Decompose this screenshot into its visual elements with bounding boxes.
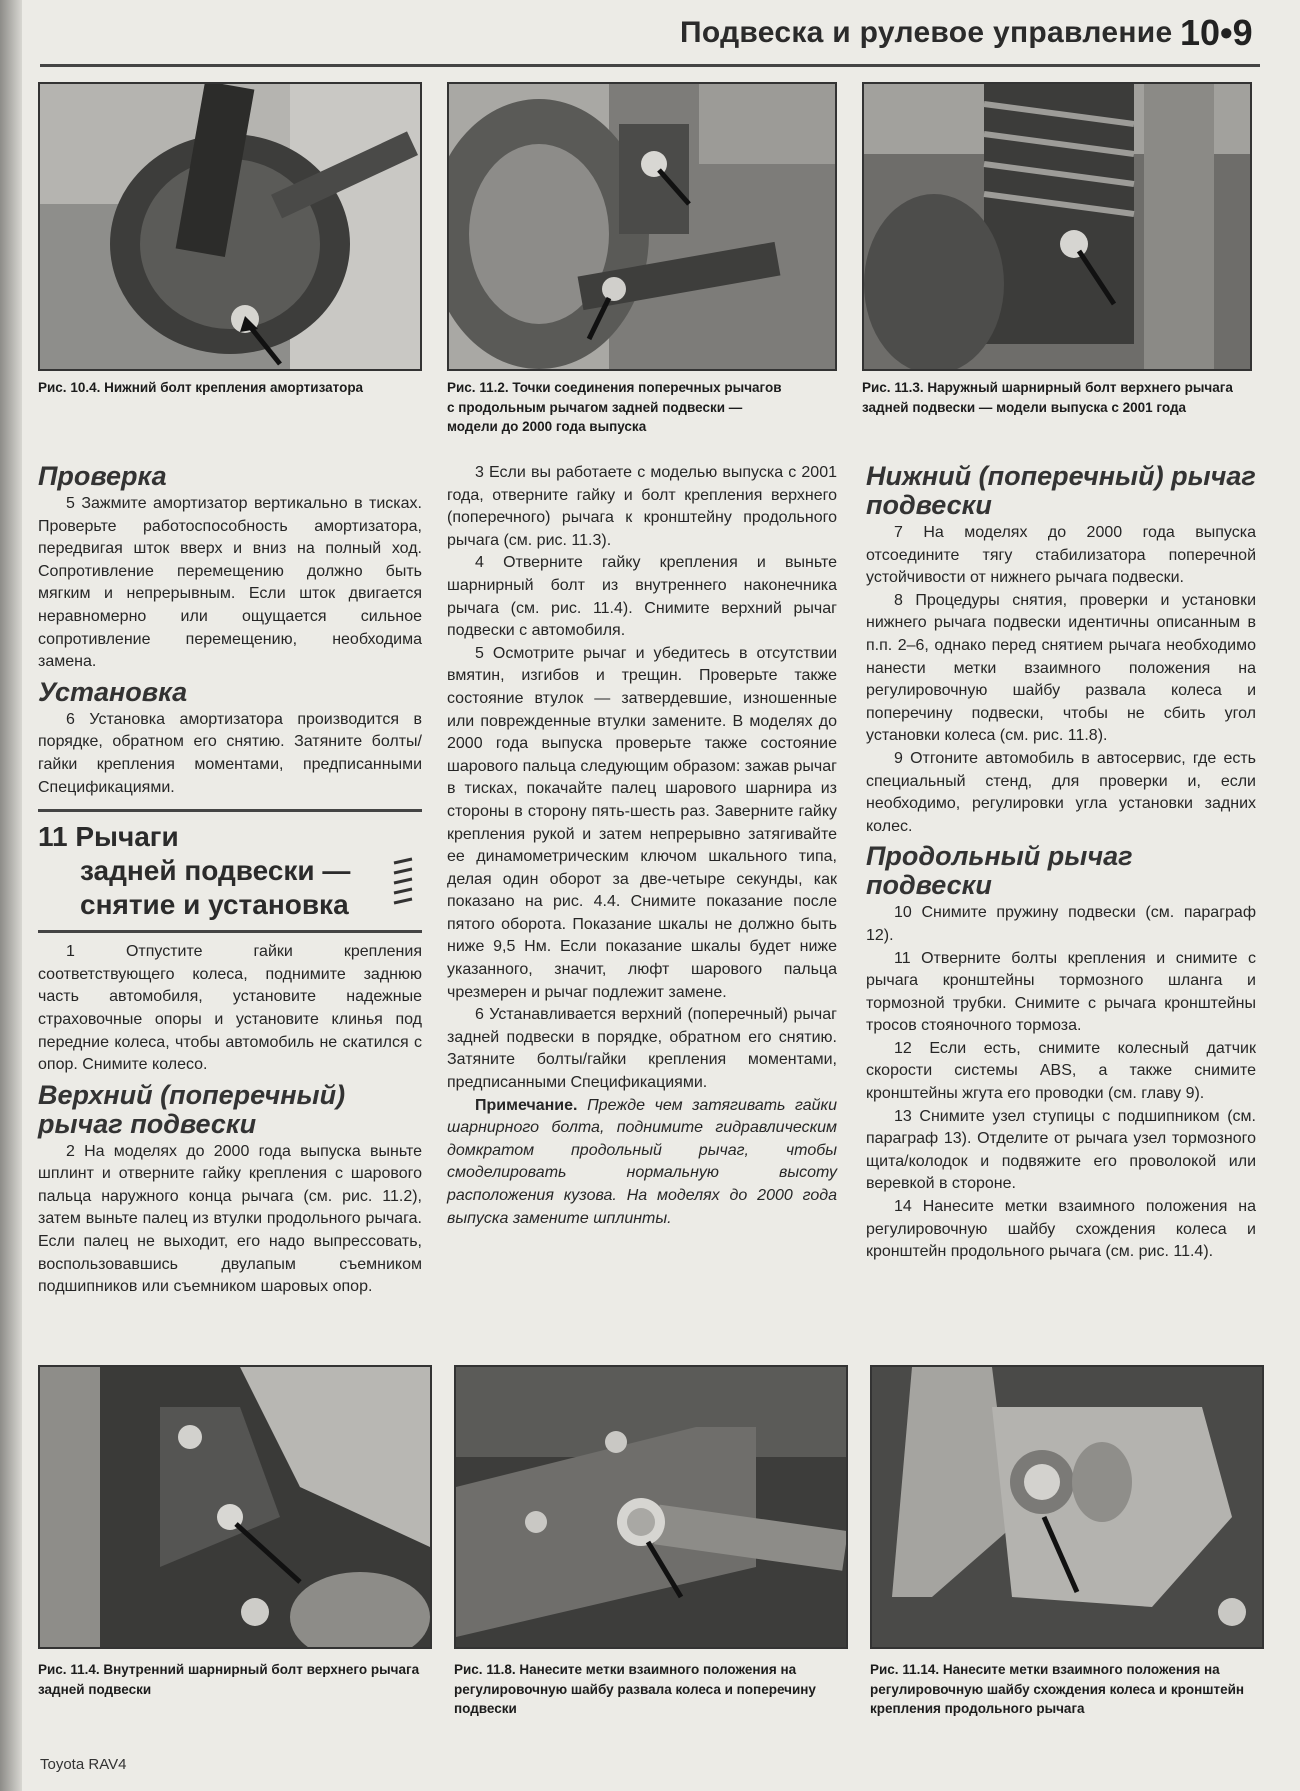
- page-header-title: Подвеска и рулевое управление: [680, 16, 1173, 49]
- photo-fig-11-8: [454, 1365, 848, 1649]
- page-number: 10•9: [1180, 12, 1253, 53]
- chapter-rule-bottom: [38, 930, 422, 933]
- paragraph-13: 13 Снимите узел ступицы с подшипником (см. параграф 13). Отделите от рычага узел тормозного щита/колодок и подвяжите его проволокой или веревкой в стороне.: [866, 1107, 1256, 1193]
- heading-lower-arm: Нижний (поперечный) рычаг подвески: [866, 461, 1256, 520]
- heading-check: Проверка: [38, 461, 167, 491]
- photo-fig-10-4: [38, 82, 422, 371]
- paragraph-6b: 6 Устанавливается верхний (поперечный) рычаг задней подвески в порядке, обратном его снятию. Затяните болты/гайки крепления моментами, предписанными Спецификациями.: [447, 1006, 837, 1092]
- photo-fig-11-3: [862, 82, 1252, 371]
- note: [447, 1095, 837, 1231]
- caption-fig-11-14: Рис. 11.14. Нанесите метки взаимного положения на регулировочную шайбу схождения колеса и кронштейн крепления продольного рычага: [870, 1662, 1245, 1717]
- paragraph-5: 5 Зажмите амортизатор вертикально в тисках. Проверьте работоспособность амортизатора, передвигая шток вверх и вниз на полный ход. Сопротивление перемещению должно быть мягким и непрерывным. Если шток двигается неравномерно или ощущается сильное сопротивление перемещению, необходима замена.: [38, 495, 422, 671]
- heading-install: Установка: [38, 676, 188, 707]
- paragraph-1: 1 Отпустите гайки крепления соответствующего колеса, поднимите заднюю часть автомобиля, установите надежные страховочные опоры и установите клинья под передние колеса, чтобы автомобиль не скатился с опор. Снимите колесо.: [38, 943, 422, 1074]
- photo-fig-11-14: [870, 1365, 1264, 1649]
- chapter-title-line-3: снятие и установка: [80, 889, 349, 921]
- paragraph-9: 9 Отгоните автомобиль в автосервис, где есть специальный стенд, для проверки и, если необходимо, регулировки угла установки задних колес.: [866, 749, 1256, 835]
- photo-fig-11-4: [38, 1365, 432, 1649]
- paragraph-8: 8 Процедуры снятия, проверки и установки нижнего рычага подвески идентичны описанным в п.п. 2–6, однако перед снятием рычага необходимо нанести метки взаимного положения на регулировочную шайбу развала колеса и поперечину подвески, чтобы не сбить угол установки колеса (см. рис. 11.8).: [866, 591, 1256, 745]
- paragraph-2: 2 На моделях до 2000 года выпуска выньте шплинт и отверните гайку крепления с шарового пальца наружного конца рычага (см. рис. 11.2), затем выньте палец из втулки продольного рычага. Если палец не выходит, его надо выпрессовать, воспользовавшись двулапым съемником подшипников или съемником шаровых опор.: [38, 1142, 422, 1296]
- header-rule: [40, 64, 1260, 67]
- page-binding-shadow: [0, 0, 22, 1791]
- chapter-heading: [38, 809, 422, 933]
- caption-fig-11-8: Рис. 11.8. Нанесите метки взаимного положения на регулировочную шайбу развала колеса и поперечину подвески: [454, 1662, 816, 1717]
- text-column-1: [38, 458, 422, 1299]
- photo-fig-11-2: [447, 82, 837, 371]
- paragraph-6: 6 Установка амортизатора производится в порядке, обратном его снятию. Затяните болты/гайки крепления моментами, предписанными Спецификациями.: [38, 710, 422, 796]
- caption-fig-10-4: Рис. 10.4. Нижний болт крепления амортизатора: [38, 380, 364, 395]
- chapter-rule-top: [38, 809, 422, 812]
- note-text: Прежде чем затягивать гайки шарнирного болта, поднимите гидравлическим домкратом продольный рычаг, чтобы смоделировать нормальную высоту расположения кузова. На моделях до 2000 года выпуска замените шплинты.: [447, 1096, 837, 1227]
- paragraph-12: 12 Если есть, снимите колесный датчик скорости системы ABS, а также снимите кронштейны жгута его проводки (см. главу 9).: [866, 1039, 1256, 1103]
- footer-book-title: Toyota RAV4: [40, 1756, 127, 1773]
- paragraph-5b: 5 Осмотрите рычаг и убедитесь в отсутствии вмятин, изгибов и трещин. Проверьте также состояние втулок — затвердевшие, изношенные или поврежденные втулки замените. В моделях до 2000 года выпуска проверьте также состояние шарового пальца следующим образом: зажав рычаг в тисках, покачайте палец шарового шарнира из стороны в сторону пять-шесть раз. Заверните гайку крепления рукой и затем непрерывно затягивайте ее динамометрическим ключом шкального типа, делая один оборот за две-четыре секунды, как показано на рис. 4.4. Снимите показание после пятого оборота. Показание шкалы не должно быть ниже 9,5 Нм. Если показание шкалы будет ниже указанного, значит, люфт шарового пальца чрезмерен и рычаг подлежит замене.: [447, 644, 837, 1001]
- chapter-title-line-1: 11 Рычаги: [38, 821, 179, 853]
- paragraph-11: 11 Отверните болты крепления и снимите с рычага кронштейны тормозного шланга и тормозной трубки. Снимите с рычага кронштейны тросов стояночного тормоза.: [866, 949, 1256, 1035]
- heading-upper-arm: Верхний (поперечный) рычаг подвески: [38, 1079, 346, 1139]
- difficulty-wrench-icon: [390, 857, 416, 911]
- note-label: Примечание.: [475, 1096, 578, 1114]
- chapter-title-line-2: задней подвески —: [80, 855, 351, 887]
- heading-trailing-arm: Продольный рычаг подвески: [866, 841, 1133, 901]
- paragraph-3: 3 Если вы работаете с моделью выпуска с 2001 года, отверните гайку и болт крепления верхнего (поперечного) рычага к кронштейну продольного рычага (см. рис. 11.3).: [447, 464, 837, 549]
- caption-fig-11-2: Рис. 11.2. Точки соединения поперечных рычагов с продольным рычагом задней подвески — модели до 2000 года выпуска: [447, 380, 782, 435]
- caption-fig-11-4: Рис. 11.4. Внутренний шарнирный болт верхнего рычага задней подвески: [38, 1662, 420, 1697]
- paragraph-10: 10 Снимите пружину подвески (см. параграф 12).: [866, 904, 1256, 944]
- caption-fig-11-3: Рис. 11.3. Наружный шарнирный болт верхнего рычага задней подвески — модели выпуска с 2001 года: [862, 380, 1233, 415]
- paragraph-4: 4 Отверните гайку крепления и выньте шарнирный болт из внутреннего наконечника рычага (см. рис. 11.4). Снимите верхний рычаг подвески с автомобиля.: [447, 554, 837, 640]
- paragraph-7: 7 На моделях до 2000 года выпуска отсоедините тягу стабилизатора поперечной устойчивости от нижнего рычага подвески.: [866, 524, 1256, 587]
- text-column-3: [866, 458, 1256, 1264]
- paragraph-14: 14 Нанесите метки взаимного положения на регулировочную шайбу схождения колеса и кронштейн продольного рычага (см. рис. 11.4).: [866, 1198, 1256, 1261]
- text-column-2: [447, 462, 837, 1230]
